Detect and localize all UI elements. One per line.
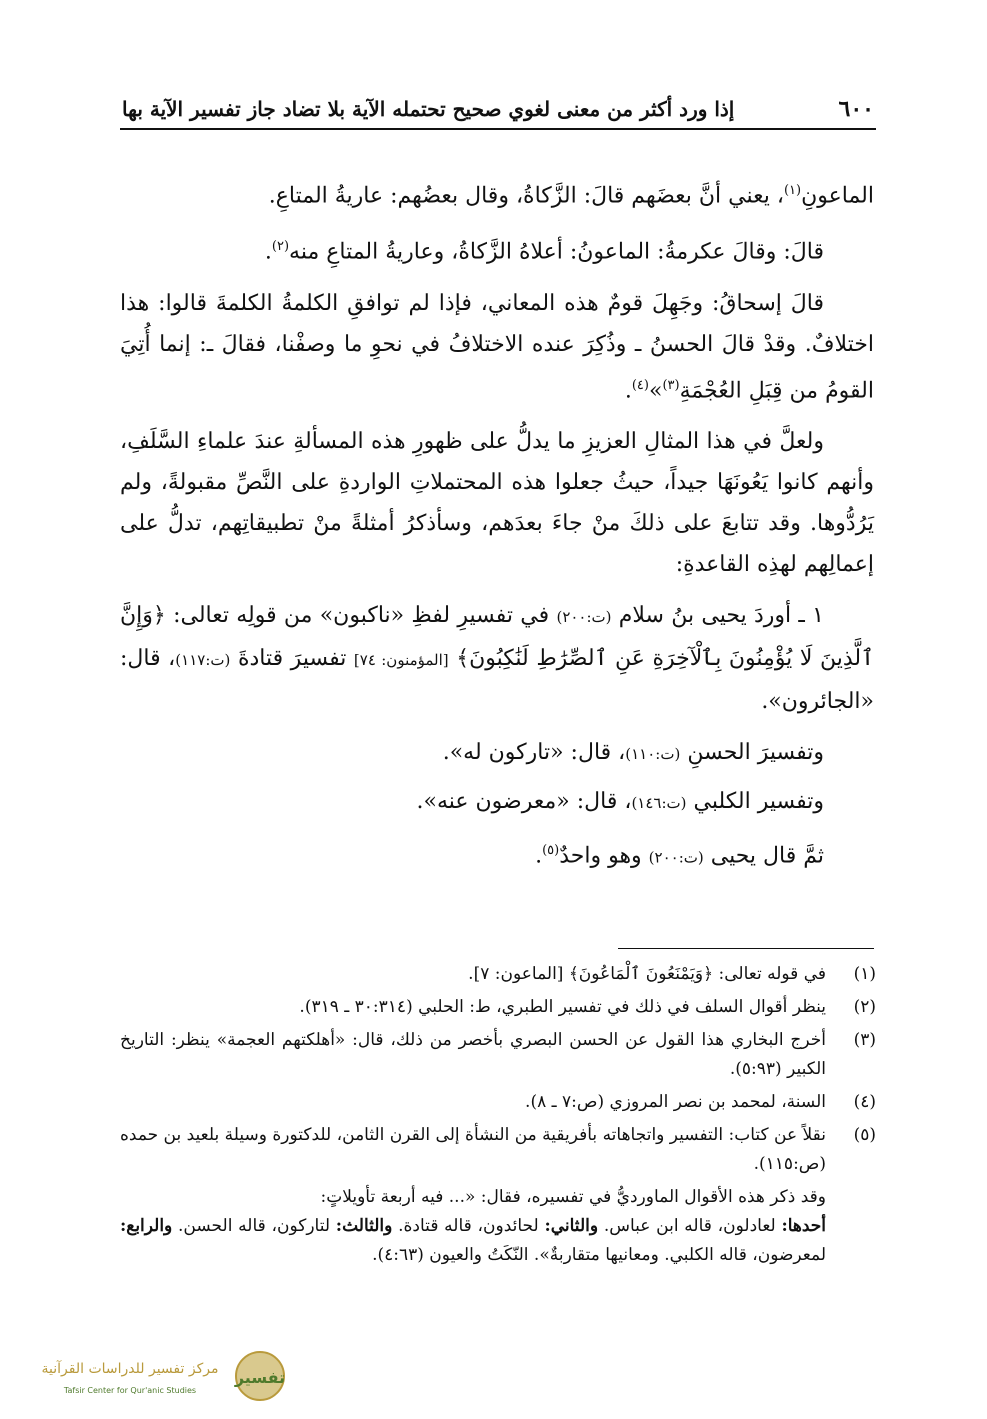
p7-text-a: وتفسير الكلبي — [693, 788, 824, 814]
tafsir-center-logo — [20, 1345, 290, 1407]
p3-text-a: قالَ إسحاقُ: وجَهِلَ قومٌ هذه المعاني، فإذا لم توافقِ الكلمةُ الكلمةَ قالوا: هذا اختلافٌ. وقدْ قالَ الحسنُ ـ وذُكِرَ عنده الاختلافُ في نحوِ ما وصفْنا، فقالَ ـ: إنما أُتِيَ القومُ من قِبَلِ العُجْمَةِ — [120, 290, 874, 403]
running-title: إذا ورد أكثر من معنى لغوي صحيح تحتمله الآية بلا تضاد جاز تفسير الآية بها — [122, 97, 735, 121]
paragraph-1 — [120, 170, 874, 216]
footnote-5-line: وقد ذكر هذه الأقوال الماورديُّ في تفسيره، فقال: «... فيه أربعة تأويلاتٍ: — [320, 1187, 826, 1207]
logo-emblem-text: تفسير — [234, 1368, 286, 1387]
footnote-2 — [120, 993, 876, 1022]
footnote-3 — [120, 1026, 876, 1084]
p1-text-b: ، يعني أنَّ بعضَهم قالَ: الزَّكاةُ، وقال بعضُهم: عاريةُ المتاعِ. — [268, 183, 784, 209]
p8-text-a: ثمَّ قال يحيى — [710, 843, 824, 869]
footnote-text: أخرج البخاري هذا القول عن الحسن البصري بأخصر من ذلك، قال: «أهلكتهم العجمة» ينظر: التاريخ الكبير (٥:٩٣). — [120, 1030, 826, 1079]
p8-text-c: . — [535, 843, 543, 869]
footnote-number: (٤) — [853, 1092, 876, 1112]
footnote-ref-5: (٥) — [542, 842, 560, 858]
logo-icon — [20, 1345, 290, 1407]
p7-text-b: ، قال: «معرضون عنه». — [416, 788, 632, 814]
footnote-text: ينظر أقوال السلف في ذلك في تفسير الطبري، ط: الحلبي (٣٠:٣١٤ ـ ٣١٩). — [299, 997, 826, 1017]
header-rule — [120, 128, 876, 130]
footnote-number: (٢) — [853, 997, 876, 1017]
paragraph-8 — [120, 830, 874, 878]
footnote-ref-2: (٢) — [271, 239, 290, 255]
p5-text-c: تفسيرَ قتادةَ — [237, 645, 347, 671]
footnotes — [120, 960, 876, 1270]
death-date: (ت:١٤٦) — [631, 793, 687, 812]
footnote-text: نقلاً عن كتاب: التفسير واتجاهاته بأفريقية من النشأة إلى القرن الثامن، للدكتورة وسيلة بلعيد بن حمده (ص:١١٥). — [119, 1125, 826, 1174]
paragraph-7 — [120, 781, 874, 824]
p3-text-b: » — [648, 377, 663, 403]
interpretation-label: أحدها: — [781, 1216, 827, 1236]
logo-english-name: Tafsir Center for Qur'anic Studies — [63, 1386, 197, 1395]
footnote-rule — [618, 948, 874, 949]
paragraph-5 — [120, 595, 874, 722]
page-header — [122, 92, 874, 126]
main-text — [120, 170, 874, 884]
p2-text-a: قالَ: وقالَ عكرمةُ: الماعونُ: أعلاهُ الزَّكاةُ، وعاريةُ المتاعِ منه — [289, 239, 824, 265]
footnote-ref-3: (٣) — [662, 377, 680, 393]
interpretation-label: والثاني: — [544, 1216, 599, 1236]
interpretation-text: لعادلون، قاله ابن عباس. — [603, 1216, 776, 1236]
page-number: ٦٠٠ — [838, 96, 874, 122]
death-date: (ت:١١٠) — [625, 744, 681, 763]
footnote-number: (١) — [853, 964, 876, 984]
p2-text-b: . — [264, 239, 272, 265]
footnote-4 — [120, 1088, 876, 1117]
interpretation-text: لمعرضون، قاله الكلبي. ومعانيها متقاربةٌ». النّكَتُ والعيون (٤:٦٣). — [372, 1245, 826, 1265]
death-date: (ت:١١٧) — [175, 650, 231, 669]
p6-text-a: وتفسيرَ الحسنِ — [687, 739, 824, 765]
footnote-1 — [120, 960, 876, 989]
p5-text-a: ١ ـ أوردَ يحيى بنُ سلام — [618, 602, 824, 628]
p1-text-a: الماعونِ — [801, 183, 874, 209]
p3-text-c: . — [624, 377, 632, 403]
footnote-5-interpretations — [120, 1212, 826, 1270]
footnote-ref-4: (٤) — [631, 377, 649, 393]
p6-text-b: ، قال: «تاركون له». — [442, 739, 626, 765]
footnote-text: في قوله تعالى: ﴿وَيَمْنَعُونَ ٱلْمَاعُونَ﴾ [الماعون: ٧]. — [468, 964, 826, 984]
interpretation-label: والثالث: — [335, 1216, 393, 1236]
paragraph-4: ولعلَّ في هذا المثالِ العزيزِ ما يدلُّ على ظهورِ هذه المسألةِ عندَ علماءِ السَّلَفِ، وأنهم كانوا يَعُونَهَا جيداً، حيثُ جعلوا هذه المحتملاتِ الواردةِ على النَّصِّ مقبولةً، ولم يَرُدُّوها. وقد تتابعَ على ذلكَ منْ جاءَ بعدَهم، وسأذكرُ أمثلةً منْ تطبيقاتِهم، تدلُّ على إعمالِهم لهذِه القاعدةِ: — [120, 428, 874, 577]
footnote-text: السنة، لمحمد بن نصر المروزي (ص:٧ ـ ٨). — [525, 1092, 826, 1112]
footnote-5-continuation — [120, 1183, 876, 1270]
quran-verse: ﴿وَإِنَّ ٱلَّذِينَ لَا يُؤْمِنُونَ بِٱلْآخِرَةِ عَنِ ٱلصِّرَٰطِ لَنَٰكِبُونَ﴾ — [120, 602, 874, 671]
footnote-5 — [120, 1121, 876, 1179]
footnote-number: (٣) — [853, 1030, 876, 1050]
verse-reference: [المؤمنون: ٧٤] — [353, 650, 449, 669]
logo-center-name: مركز تفسير للدراسات القرآنية — [41, 1361, 219, 1377]
p5-text-d: ، قال: «الجائرون». — [120, 645, 874, 714]
death-date: (ت:٢٠٠) — [648, 848, 704, 867]
footnote-ref-1: (١) — [783, 183, 802, 198]
interpretation-text: لحائدون، قاله قتادة. — [398, 1216, 539, 1236]
interpretation-label: والرابع: — [120, 1216, 173, 1236]
p8-text-b: وهو واحدٌ — [559, 843, 642, 869]
death-date: (ت:٢٠٠) — [556, 607, 612, 626]
paragraph-3 — [120, 283, 874, 411]
interpretation-text: لتاركون، قاله الحسن. — [178, 1216, 331, 1236]
paragraph-6 — [120, 732, 874, 775]
paragraph-2 — [120, 226, 874, 272]
p5-text-b: في تفسيرِ لفظِ «ناكبون» من قولِه تعالى: — [173, 602, 550, 628]
footnote-number: (٥) — [853, 1125, 876, 1145]
